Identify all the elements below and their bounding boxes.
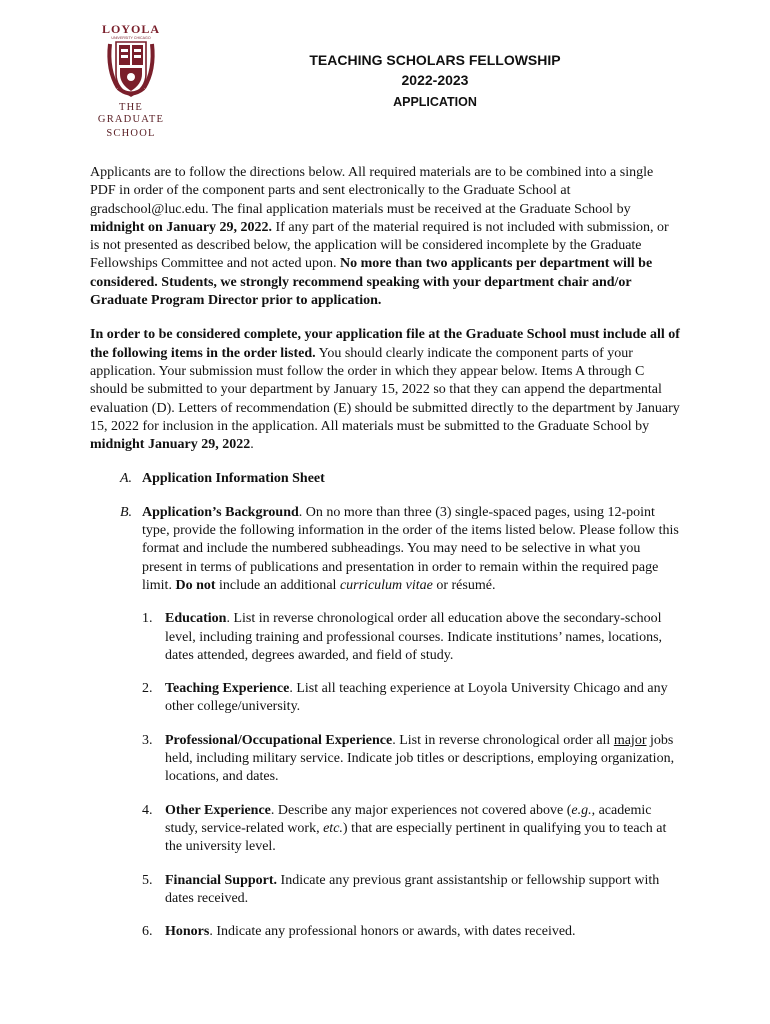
requirements-lead: In order to be considered complete, your application file at the Graduate School must include all of the following items in the order listed. (90, 327, 680, 361)
section-b-letter: B. (120, 504, 133, 520)
section-a (120, 470, 680, 488)
item-italic-etc: etc. (323, 820, 343, 836)
svg-text:UNIVERSITY CHICAGO: UNIVERSITY CHICAGO (111, 36, 151, 40)
section-b-text-3: or résumé. (432, 577, 496, 593)
item-title: Teaching Experience (165, 681, 290, 697)
item-number: 1. (142, 611, 153, 627)
document-body (90, 164, 680, 956)
requirements-deadline: midnight January 29, 2022 (90, 437, 251, 453)
item-number: 4. (142, 802, 153, 818)
intro-deadline: midnight on January 29, 2022. (90, 219, 273, 235)
intro-department-limit: No more than two applicants per department will be considered. Students, we strongly recommend speaking with your department chair and/or Graduate Program Director prior to application. (90, 256, 653, 309)
section-a-letter: A. (120, 471, 133, 487)
section-b (120, 504, 680, 595)
item-text-3: ) that are especially pertinent in qualifying you to teach at the university level. (165, 820, 667, 855)
item-text: . List in reverse chronological order all education above the secondary-school level, including training and professional courses. Indicate institutions’ names, locations, dates attended, degrees awarded, and field of study. (165, 611, 663, 663)
loyola-graduate-school-logo (86, 22, 176, 140)
list-item-financial-support (142, 872, 680, 909)
item-underlined-major: major (613, 732, 647, 748)
document-years: 2022-2023 (401, 72, 469, 88)
section-b-do-not: Do not (175, 577, 216, 593)
document-title: TEACHING SCHOLARS FELLOWSHIP (309, 52, 561, 68)
intro-text-2: If any part of the material required is not included with submission, or is not presented as described below, the application will be considered incomplete by the Graduate Fellowships Committee and not acted upon. (90, 219, 669, 272)
requirements-text: You should clearly indicate the component parts of your application. Your submission must follow the order in which they appear below. Items A through C should be submitted to your department by January 15, 2022 so that they can append the departmental evaluation (D). Letters of recommendation (E) should be submitted directly to the department by January 15, 2022 for inclusion in the application. All materials must be submitted to the Graduate School by (90, 345, 680, 434)
loyola-crest-icon (96, 22, 166, 100)
list-item-honors (142, 923, 680, 941)
item-text-2: , academic study, service-related work, (165, 802, 652, 836)
section-b-text-2: include an additional (215, 577, 340, 593)
item-title: Professional/Occupational Experience (165, 732, 393, 748)
item-text-2: jobs held, including military service. Indicate job titles or descriptions, employing organization, locations, and dates. (165, 732, 675, 785)
item-title: Education (165, 611, 227, 627)
section-b-cv: curriculum vitae (339, 577, 433, 593)
item-number: 3. (142, 732, 153, 748)
svg-text:LOYOLA: LOYOLA (101, 22, 161, 36)
section-b-title: Application’s Background (142, 504, 299, 520)
item-text: . Indicate any professional honors or awards, with dates received. (209, 924, 576, 940)
item-title: Honors (165, 924, 210, 940)
requirements-end: . (250, 437, 254, 453)
item-text: Indicate any previous grant assistantship or fellowship support with dates received. (165, 872, 660, 906)
list-item-other-experience (142, 802, 680, 857)
item-number: 2. (142, 681, 153, 697)
list-item-education (142, 610, 680, 665)
item-text: . List all teaching experience at Loyola University Chicago and any other college/university. (165, 681, 668, 715)
item-text: . Describe any major experiences not covered above ( (270, 802, 572, 818)
list-item-teaching-experience (142, 680, 680, 717)
document-subtitle: APPLICATION (393, 95, 477, 109)
item-title: Other Experience (165, 802, 271, 818)
item-number: 6. (142, 924, 153, 940)
intro-text-1: Applicants are to follow the directions below. All required materials are to be combined into a single PDF in order of the component parts and sent electronically to the Graduate School at gradschool@luc.edu. The final application materials must be received at the Graduate School by (90, 165, 654, 217)
item-text: . List in reverse chronological order all (392, 732, 614, 748)
list-item-professional-experience (142, 732, 680, 787)
requirements-paragraph (90, 326, 680, 454)
intro-paragraph (90, 164, 680, 310)
item-number: 5. (142, 872, 153, 888)
document-header (250, 50, 620, 111)
section-a-title: Application Information Sheet (142, 471, 325, 487)
logo-caption-line1: THE GRADUATE (97, 102, 165, 125)
background-items-list (142, 610, 680, 941)
section-b-text-1: . On no more than three (3) single-spaced pages, using 12-point type, provide the following information in the order of the items listed below. Please follow this format and include the numbered subheadings. You may need to be selective in what you present in terms of publications and presentation in order to remain within the required page limit. (142, 504, 679, 593)
logo-caption-line2: SCHOOL (106, 128, 156, 139)
item-italic-eg: e.g. (571, 802, 592, 818)
item-title: Financial Support. (165, 872, 278, 888)
